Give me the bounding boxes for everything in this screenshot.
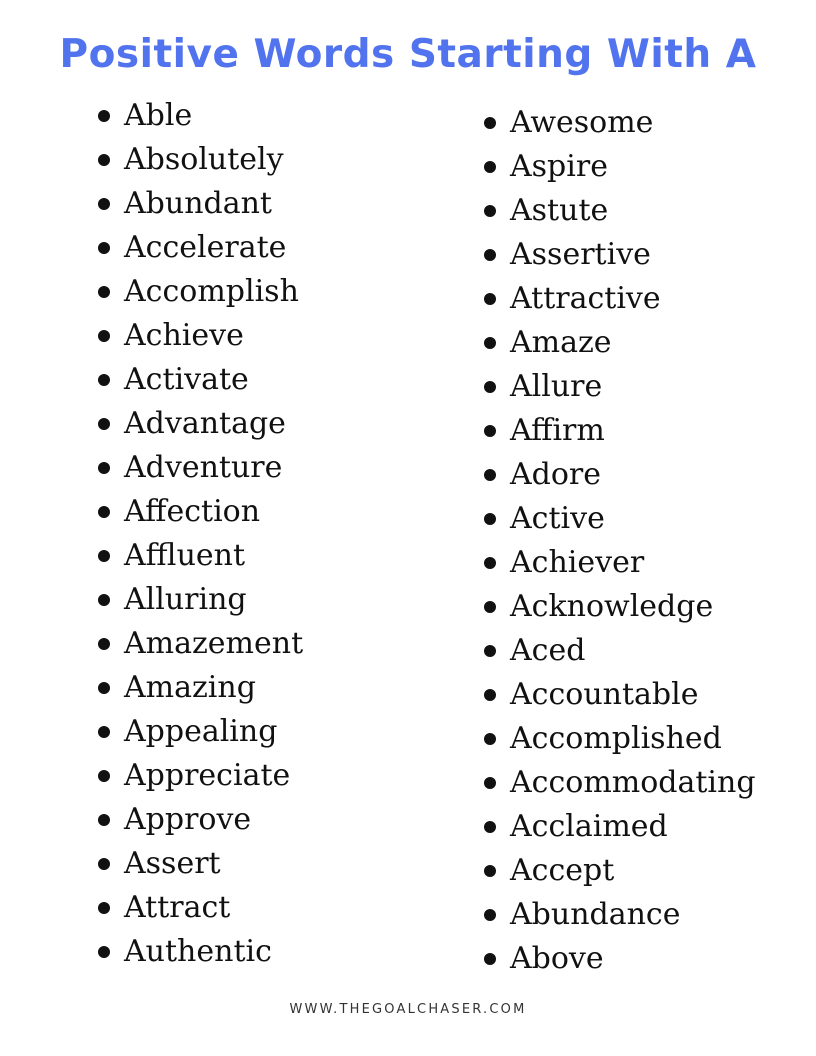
- bullet-icon: [484, 469, 496, 481]
- list-item: [480, 937, 756, 981]
- word-label: Amazement: [124, 626, 304, 661]
- bullet-icon: [484, 865, 496, 877]
- bullet-icon: [98, 902, 110, 914]
- bullet-icon: [484, 249, 496, 261]
- list-item: [94, 94, 303, 138]
- word-label: Abundant: [124, 186, 272, 221]
- word-label: Accountable: [510, 677, 699, 712]
- list-item: [94, 402, 303, 446]
- word-label: Above: [510, 941, 604, 976]
- list-item: [480, 761, 756, 805]
- bullet-icon: [484, 557, 496, 569]
- bullet-icon: [98, 374, 110, 386]
- bullet-icon: [98, 286, 110, 298]
- word-label: Acknowledge: [510, 589, 714, 624]
- word-list-right-column: [480, 101, 756, 981]
- bullet-icon: [484, 689, 496, 701]
- word-label: Abundance: [510, 897, 681, 932]
- list-item: [94, 138, 303, 182]
- word-label: Active: [510, 501, 605, 536]
- list-item: [94, 314, 303, 358]
- bullet-icon: [98, 242, 110, 254]
- bullet-icon: [98, 550, 110, 562]
- word-label: Assert: [124, 846, 221, 881]
- list-item: [94, 226, 303, 270]
- word-label: Activate: [124, 362, 249, 397]
- bullet-icon: [98, 110, 110, 122]
- word-label: Aspire: [510, 149, 608, 184]
- list-item: [94, 622, 303, 666]
- list-item: [94, 534, 303, 578]
- bullet-icon: [484, 425, 496, 437]
- word-label: Achieve: [124, 318, 244, 353]
- word-label: Awesome: [510, 105, 654, 140]
- list-item: [480, 277, 756, 321]
- list-item: [480, 585, 756, 629]
- bullet-icon: [98, 506, 110, 518]
- bullet-icon: [484, 205, 496, 217]
- word-label: Affluent: [124, 538, 246, 573]
- word-label: Appreciate: [124, 758, 291, 793]
- bullet-icon: [484, 733, 496, 745]
- word-label: Attract: [124, 890, 231, 925]
- list-item: [480, 541, 756, 585]
- list-item: [94, 710, 303, 754]
- word-label: Authentic: [124, 934, 272, 969]
- word-label: Attractive: [510, 281, 661, 316]
- bullet-icon: [484, 953, 496, 965]
- list-item: [480, 629, 756, 673]
- word-label: Accomplish: [124, 274, 299, 309]
- word-label: Amazing: [124, 670, 256, 705]
- list-item: [94, 930, 303, 974]
- list-item: [94, 666, 303, 710]
- word-label: Adore: [510, 457, 602, 492]
- list-item: [480, 497, 756, 541]
- word-label: Able: [124, 98, 193, 133]
- word-label: Appealing: [124, 714, 278, 749]
- bullet-icon: [98, 198, 110, 210]
- list-item: [480, 145, 756, 189]
- list-item: [480, 101, 756, 145]
- list-item: [94, 182, 303, 226]
- bullet-icon: [98, 814, 110, 826]
- list-item: [94, 754, 303, 798]
- list-item: [480, 321, 756, 365]
- bullet-icon: [98, 330, 110, 342]
- bullet-icon: [484, 381, 496, 393]
- list-item: [94, 842, 303, 886]
- list-item: [480, 717, 756, 761]
- word-label: Alluring: [124, 582, 247, 617]
- word-label: Acclaimed: [510, 809, 668, 844]
- bullet-icon: [484, 513, 496, 525]
- bullet-icon: [98, 418, 110, 430]
- list-item: [480, 805, 756, 849]
- list-item: [94, 886, 303, 930]
- bullet-icon: [98, 638, 110, 650]
- word-label: Allure: [510, 369, 603, 404]
- bullet-icon: [98, 682, 110, 694]
- bullet-icon: [98, 770, 110, 782]
- bullet-icon: [484, 161, 496, 173]
- word-list-left-column: [94, 94, 303, 974]
- list-item: [480, 453, 756, 497]
- word-label: Approve: [124, 802, 252, 837]
- list-item: [94, 358, 303, 402]
- list-item: [480, 893, 756, 937]
- bullet-icon: [484, 293, 496, 305]
- bullet-icon: [98, 154, 110, 166]
- list-item: [94, 270, 303, 314]
- word-label: Affection: [124, 494, 261, 529]
- bullet-icon: [484, 601, 496, 613]
- word-label: Affirm: [510, 413, 605, 448]
- bullet-icon: [98, 594, 110, 606]
- bullet-icon: [98, 858, 110, 870]
- list-item: [480, 673, 756, 717]
- list-item: [94, 490, 303, 534]
- word-label: Advantage: [124, 406, 286, 441]
- bullet-icon: [98, 462, 110, 474]
- word-label: Aced: [510, 633, 586, 668]
- word-label: Astute: [510, 193, 609, 228]
- bullet-icon: [484, 821, 496, 833]
- word-label: Accelerate: [124, 230, 287, 265]
- list-item: [94, 798, 303, 842]
- bullet-icon: [484, 337, 496, 349]
- list-item: [94, 446, 303, 490]
- list-item: [480, 233, 756, 277]
- list-item: [94, 578, 303, 622]
- bullet-icon: [98, 946, 110, 958]
- word-label: Accept: [510, 853, 615, 888]
- list-item: [480, 365, 756, 409]
- word-label: Amaze: [510, 325, 612, 360]
- bullet-icon: [484, 909, 496, 921]
- word-label: Assertive: [510, 237, 651, 272]
- page-title: Positive Words Starting With A: [59, 32, 757, 77]
- word-label: Accomplished: [510, 721, 722, 756]
- site-url-footer: WWW.THEGOALCHASER.COM: [289, 1002, 527, 1017]
- bullet-icon: [484, 777, 496, 789]
- word-label: Absolutely: [124, 142, 284, 177]
- word-label: Adventure: [124, 450, 283, 485]
- bullet-icon: [98, 726, 110, 738]
- list-item: [480, 849, 756, 893]
- bullet-icon: [484, 117, 496, 129]
- list-item: [480, 189, 756, 233]
- list-item: [480, 409, 756, 453]
- word-label: Accommodating: [510, 765, 756, 800]
- bullet-icon: [484, 645, 496, 657]
- word-label: Achiever: [510, 545, 645, 580]
